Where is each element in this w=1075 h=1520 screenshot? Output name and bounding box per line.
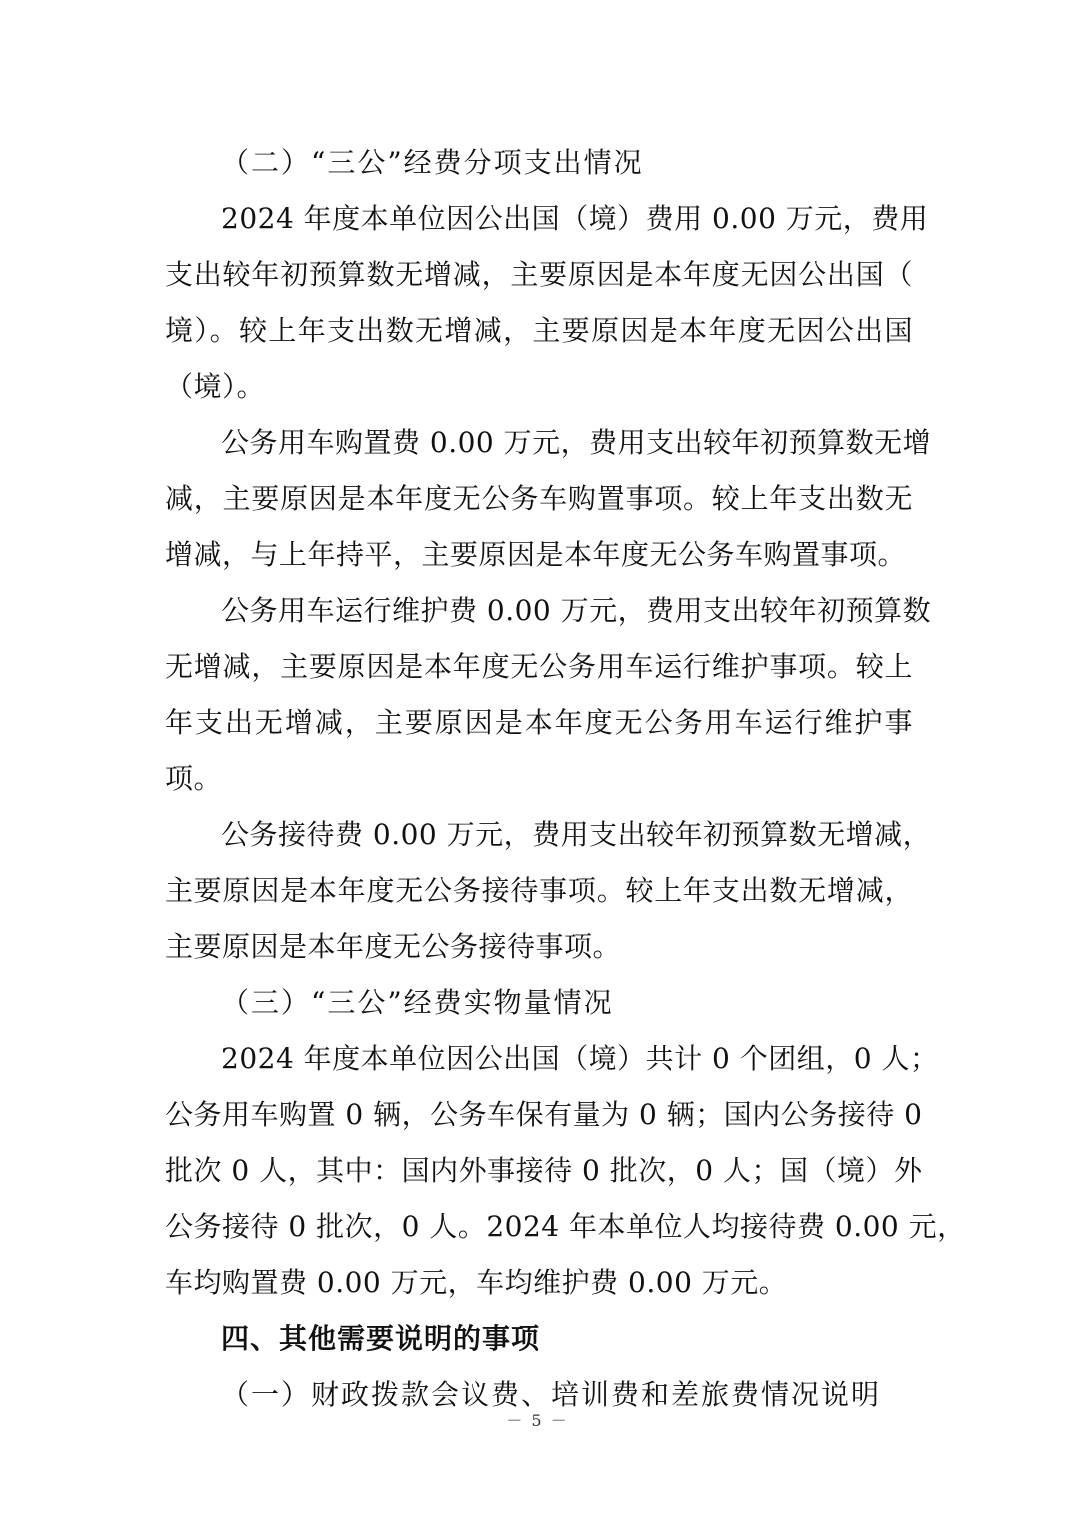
paragraph-line: 减，主要原因是本年度无公务车购置事项。较上年支出数无 — [165, 482, 913, 515]
paragraph-line: 2024 年度本单位因公出国（境）共计 0 个团组，0 人； — [221, 1042, 939, 1075]
paragraph-line: 主要原因是本年度无公务接待事项。较上年支出数无增减， — [165, 874, 913, 907]
paragraph-line: 无增减，主要原因是本年度无公务用车运行维护事项。较上 — [165, 650, 913, 683]
paragraph-physical-quantities — [165, 1031, 966, 1311]
paragraph-line: 公务接待 0 批次，0 人。2024 年本单位人均接待费 0.00 元， — [165, 1210, 966, 1243]
paragraph-reception — [165, 807, 932, 975]
page-number: － 5 － — [506, 1411, 569, 1430]
paragraph-overseas-travel — [165, 191, 929, 415]
paragraph-line: 2024 年度本单位因公出国（境）费用 0.00 万元，费用 — [221, 202, 929, 235]
paragraph-line: （境）。 — [165, 370, 266, 403]
paragraph-line: 公务接待费 0.00 万元，费用支出较年初预算数无增减， — [221, 818, 932, 851]
paragraph-vehicle-maintenance — [165, 583, 932, 807]
section-heading-2: （二）“三公”经费分项支出情况 — [221, 146, 644, 179]
paragraph-line: 支出较年初预算数无增减，主要原因是本年度无因公出国（ — [165, 258, 913, 291]
section-heading-4: 四、其他需要说明的事项 — [221, 1322, 541, 1355]
paragraph-line: 年支出无增减，主要原因是本年度无公务用车运行维护事 — [165, 706, 913, 739]
paragraph-line: 公务用车运行维护费 0.00 万元，费用支出较年初预算数 — [221, 594, 932, 627]
document-body — [165, 135, 966, 1423]
paragraph-line: 公务用车购置 0 辆，公务车保有量为 0 辆；国内公务接待 0 — [165, 1098, 923, 1131]
paragraph-line: 车均购置费 0.00 万元，车均维护费 0.00 万元。 — [165, 1266, 788, 1299]
paragraph-line: 项。 — [165, 762, 223, 795]
section-heading-3: （三）“三公”经费实物量情况 — [221, 986, 614, 1019]
sub-heading-4-1: （一）财政拨款会议费、培训费和差旅费情况说明 — [221, 1378, 882, 1411]
paragraph-line: 公务用车购置费 0.00 万元，费用支出较年初预算数无增 — [221, 426, 932, 459]
paragraph-line: 批次 0 人，其中：国内外事接待 0 批次，0 人；国（境）外 — [165, 1154, 923, 1187]
paragraph-line: 境）。较上年支出数无增减，主要原因是本年度无因公出国 — [165, 314, 913, 347]
paragraph-line: 主要原因是本年度无公务接待事项。 — [165, 930, 622, 963]
paragraph-line: 增减，与上年持平，主要原因是本年度无公务车购置事项。 — [165, 538, 907, 571]
paragraph-vehicle-purchase — [165, 415, 932, 583]
